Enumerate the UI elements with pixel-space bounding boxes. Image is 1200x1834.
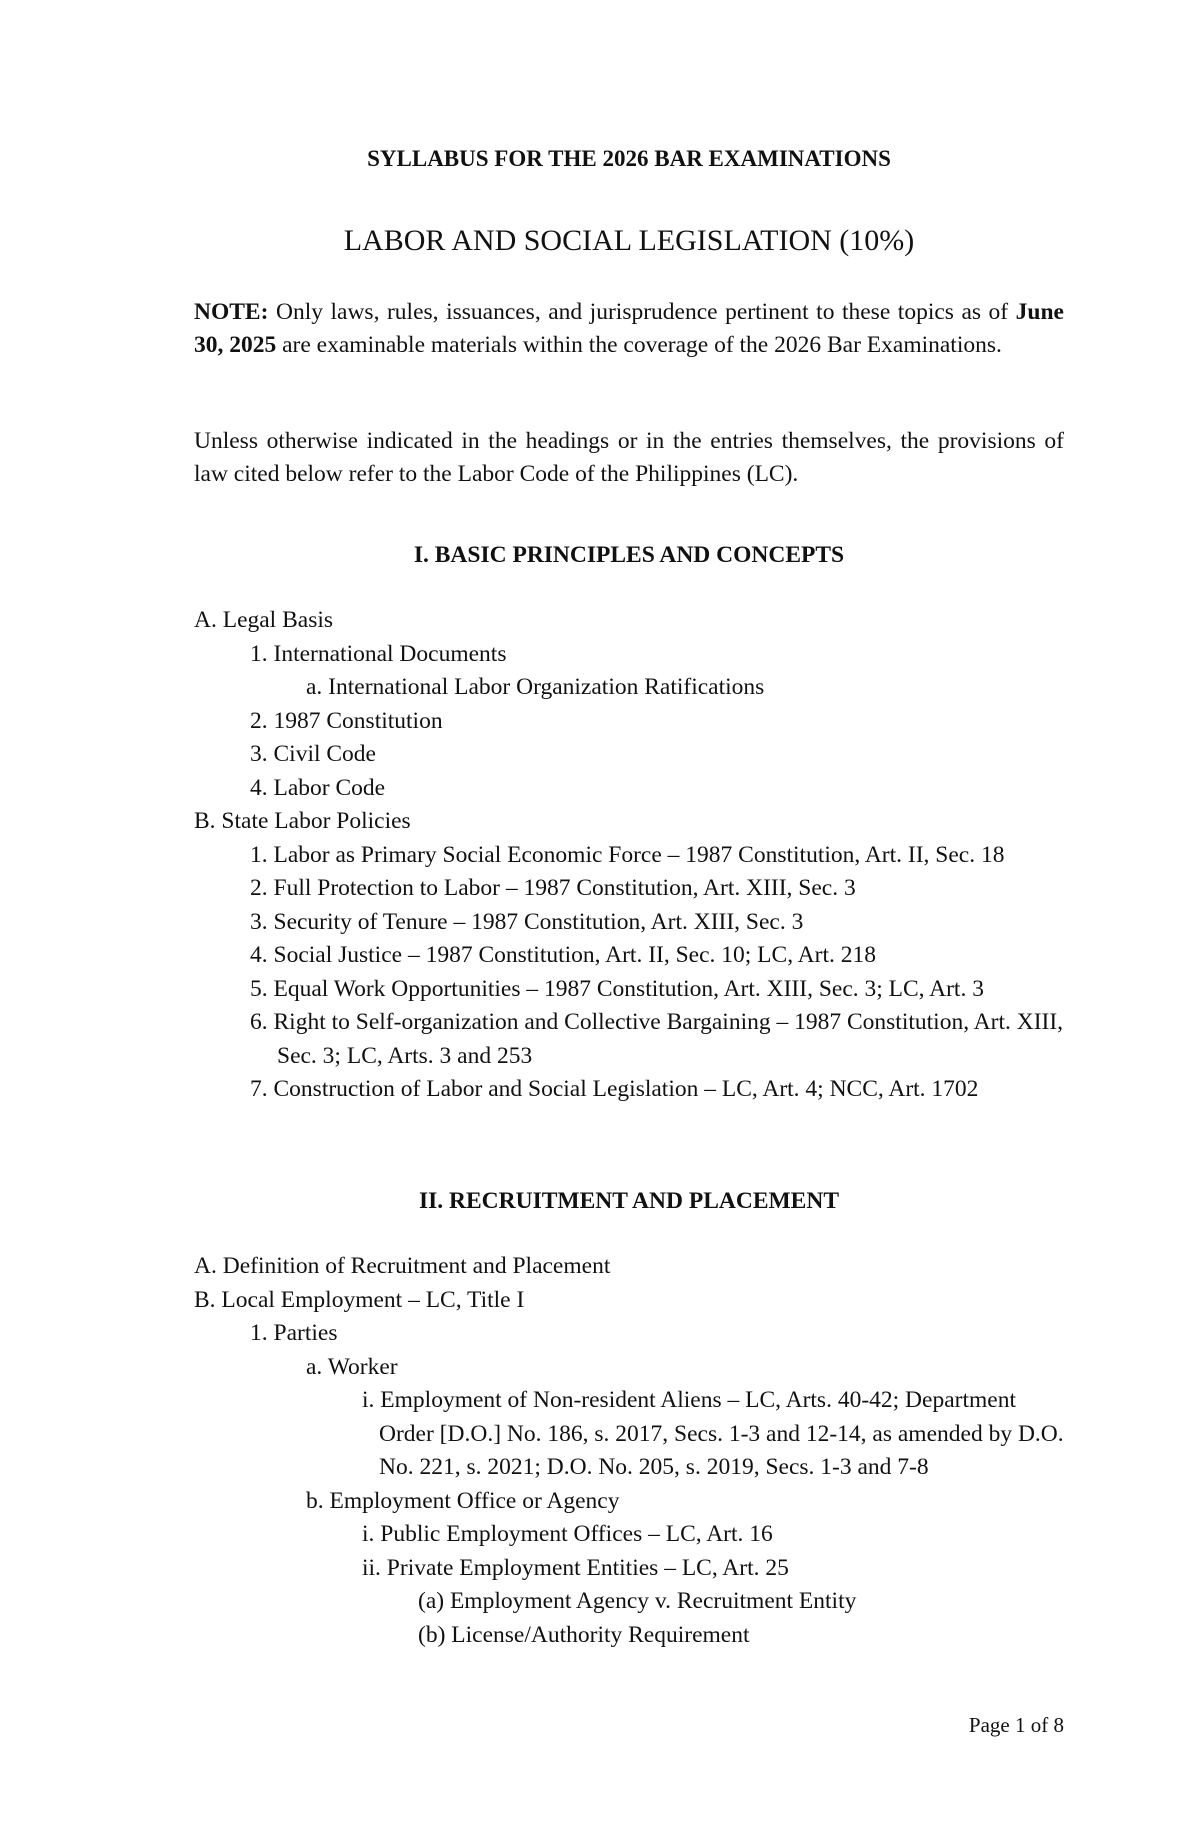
note-text-before-date: Only laws, rules, issuances, and jurisprudence pertinent to these topics as of xyxy=(268,299,1016,325)
outline-item: 7. Construction of Labor and Social Legislation – LC, Art. 4; NCC, Art. 1702 xyxy=(250,1076,979,1102)
outline-item: 3. Civil Code xyxy=(250,741,376,767)
note-paragraph xyxy=(194,296,1064,361)
outline-item: A. Definition of Recruitment and Placement xyxy=(194,1253,611,1279)
outline-item: 2. Full Protection to Labor – 1987 Constitution, Art. XIII, Sec. 3 xyxy=(250,875,856,901)
outline-item: 5. Equal Work Opportunities – 1987 Constitution, Art. XIII, Sec. 3; LC, Art. 3 xyxy=(250,975,984,1002)
section-heading-basic-principles: I. BASIC PRINCIPLES AND CONCEPTS xyxy=(413,542,845,568)
outline-item: ii. Private Employment Entities – LC, Art. 25 xyxy=(362,1554,789,1581)
page-number: Page 1 of 8 xyxy=(968,1713,1064,1737)
outline-item: B. Local Employment – LC, Title I xyxy=(194,1286,525,1313)
subject-title: LABOR AND SOCIAL LEGISLATION (10%) xyxy=(343,224,915,257)
outline-item: 2. 1987 Constitution xyxy=(250,707,443,734)
outline-item: 1. Labor as Primary Social Economic Force – 1987 Constitution, Art. II, Sec. 18 xyxy=(250,841,1005,868)
section-heading-recruitment: II. RECRUITMENT AND PLACEMENT xyxy=(418,1188,839,1214)
document-title: SYLLABUS FOR THE 2026 BAR EXAMINATIONS xyxy=(367,146,891,171)
outline-item: B. State Labor Policies xyxy=(194,808,411,834)
outline-basic-principles xyxy=(194,604,1064,1107)
outline-item: 1. Parties xyxy=(250,1320,338,1346)
outline-item: 1. International Documents xyxy=(250,640,507,667)
document-page xyxy=(194,0,1064,1834)
outline-item: a. International Labor Organization Ratifications xyxy=(306,674,765,700)
outline-item: A. Legal Basis xyxy=(194,607,334,633)
note-date: June 30, 2025 xyxy=(194,299,1064,358)
intro-paragraph: Unless otherwise indicated in the headings or in the entries themselves, the provisions of law cited below refer to the Labor Code of the Philippines (LC). xyxy=(194,428,1064,487)
note-text-after-date: are examinable materials within the coverage of the 2026 Bar Examinations. xyxy=(276,331,1002,358)
outline-item: (b) License/Authority Requirement xyxy=(418,1621,750,1648)
outline-item: (a) Employment Agency v. Recruitment Entity xyxy=(418,1588,857,1614)
outline-item: 4. Labor Code xyxy=(250,774,386,801)
outline-item: 4. Social Justice – 1987 Constitution, Art. II, Sec. 10; LC, Art. 218 xyxy=(250,942,876,968)
outline-item: a. Worker xyxy=(306,1353,398,1380)
outline-item: 3. Security of Tenure – 1987 Constitution, Art. XIII, Sec. 3 xyxy=(250,908,804,935)
outline-item: b. Employment Office or Agency xyxy=(306,1487,620,1514)
note-label: NOTE: xyxy=(194,299,269,325)
outline-item: 6. Right to Self-organization and Collective Bargaining – 1987 Constitution, Art. XIII, Sec. 3; LC, Arts. 3 and 253 xyxy=(250,1009,1064,1069)
outline-item: i. Public Employment Offices – LC, Art. 16 xyxy=(362,1521,773,1547)
outline-item: i. Employment of Non-resident Aliens – LC, Arts. 40-42; Department Order [D.O.] No. 186, s. 2017, Secs. 1-3 and 12-14, as amended by D.O. No. 221, s. 2021; D.O. No. 205, s. 2019, Secs. 1-3 and 7-8 xyxy=(362,1387,1064,1480)
outline-recruitment xyxy=(194,1250,1064,1652)
